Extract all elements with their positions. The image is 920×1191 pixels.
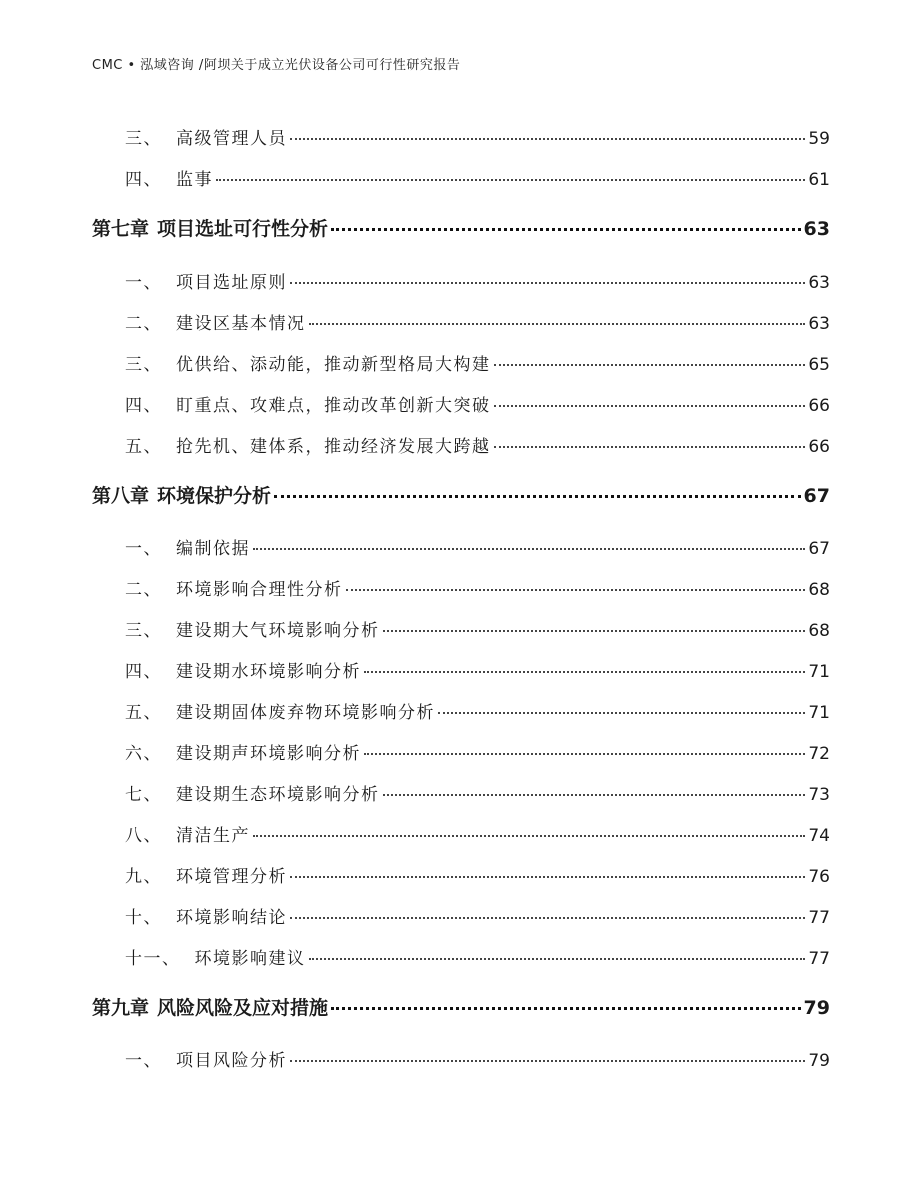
toc-chapter-number: 第八章: [92, 485, 150, 507]
dot-leader: [383, 630, 806, 632]
dot-leader: [494, 446, 806, 448]
toc-entry-number: 十一、: [125, 949, 181, 969]
dot-leader: [331, 1007, 801, 1010]
toc-entry-page: 79: [808, 1051, 830, 1071]
dot-leader: [438, 712, 805, 714]
toc-entry-number: 十、: [125, 908, 162, 928]
toc-entry-page: 63: [808, 314, 830, 334]
toc-entry-page: 65: [808, 355, 830, 375]
page-header: CMC • 泓域咨询 /阿坝关于成立光伏设备公司可行性研究报告: [92, 58, 461, 73]
toc-entry-number: 三、: [125, 129, 162, 149]
dot-leader: [331, 228, 801, 231]
toc-entry-number: 二、: [125, 314, 162, 334]
toc-entry-title: 抢先机、建体系，推动经济发展大跨越: [176, 437, 491, 457]
dot-leader: [290, 1060, 805, 1062]
toc-entry-title: 建设期水环境影响分析: [176, 662, 361, 682]
toc-entry[interactable]: [125, 350, 830, 375]
toc-entry-page: 61: [808, 170, 830, 190]
toc-chapter-number: 第七章: [92, 218, 150, 240]
toc-entry-page: 77: [808, 908, 830, 928]
toc-entry-page: 68: [808, 621, 830, 641]
toc-entry-number: 一、: [125, 273, 162, 293]
toc-entry[interactable]: [125, 165, 830, 190]
toc-entry-title: 项目选址原则: [176, 273, 287, 293]
toc-entry[interactable]: [125, 268, 830, 293]
toc-entry-title: 建设期大气环境影响分析: [176, 621, 380, 641]
toc-entry-number: 三、: [125, 355, 162, 375]
dot-leader: [216, 179, 805, 181]
dot-leader: [309, 323, 806, 325]
toc-entry-number: 三、: [125, 621, 162, 641]
toc-entry-page: 66: [808, 396, 830, 416]
toc-chapter-page: 63: [803, 218, 830, 240]
toc-entry-page: 71: [808, 703, 830, 723]
toc-entry[interactable]: [125, 657, 830, 682]
toc-entry-number: 四、: [125, 170, 162, 190]
toc-entry-page: 77: [808, 949, 830, 969]
dot-leader: [383, 794, 806, 796]
dot-leader: [346, 589, 806, 591]
toc-entry-title: 环境影响合理性分析: [176, 580, 343, 600]
toc-entry[interactable]: [125, 391, 830, 416]
toc-entry-page: 59: [808, 129, 830, 149]
toc-entry-number: 四、: [125, 396, 162, 416]
toc-entry-number: 二、: [125, 580, 162, 600]
toc-entry-page: 73: [808, 785, 830, 805]
dot-leader: [253, 835, 805, 837]
toc-entry[interactable]: [125, 944, 830, 969]
toc-entry-title: 清洁生产: [176, 826, 250, 846]
toc-entry-number: 九、: [125, 867, 162, 887]
toc-chapter-number: 第九章: [92, 997, 150, 1019]
toc-chapter-entry[interactable]: [92, 214, 830, 241]
toc-entry[interactable]: [125, 903, 830, 928]
dot-leader: [290, 138, 805, 140]
toc-entry-number: 六、: [125, 744, 162, 764]
dot-leader: [494, 364, 806, 366]
toc-entry-number: 八、: [125, 826, 162, 846]
toc-entry-title: 环境管理分析: [176, 867, 287, 887]
toc-entry[interactable]: [125, 534, 830, 559]
toc-entry-title: 监事: [176, 170, 213, 190]
toc-chapter-page: 79: [803, 997, 830, 1019]
toc-chapter-entry[interactable]: [92, 993, 830, 1020]
toc-entry-title: 项目风险分析: [176, 1051, 287, 1071]
toc-entry-number: 五、: [125, 437, 162, 457]
dot-leader: [253, 548, 805, 550]
toc-entry-title: 建设期声环境影响分析: [176, 744, 361, 764]
toc-entry[interactable]: [125, 739, 830, 764]
toc-entry-page: 74: [808, 826, 830, 846]
dot-leader: [290, 876, 805, 878]
toc-entry[interactable]: [125, 309, 830, 334]
toc-entry-title: 编制依据: [176, 539, 250, 559]
dot-leader: [494, 405, 806, 407]
toc-entry-title: 建设期生态环境影响分析: [176, 785, 380, 805]
toc-entry[interactable]: [125, 780, 830, 805]
toc-entry-page: 71: [808, 662, 830, 682]
toc-entry-page: 66: [808, 437, 830, 457]
dot-leader: [290, 282, 805, 284]
toc-entry-title: 建设区基本情况: [176, 314, 306, 334]
toc-entry-title: 盯重点、攻难点，推动改革创新大突破: [176, 396, 491, 416]
toc-entry[interactable]: [125, 821, 830, 846]
toc-entry-title: 建设期固体废弃物环境影响分析: [176, 703, 435, 723]
toc-entry-page: 76: [808, 867, 830, 887]
dot-leader: [274, 495, 801, 498]
toc-entry-title: 高级管理人员: [176, 129, 287, 149]
toc-chapter-page: 67: [803, 485, 830, 507]
toc-entry[interactable]: [125, 432, 830, 457]
toc-entry-number: 一、: [125, 1051, 162, 1071]
toc-entry[interactable]: [125, 616, 830, 641]
toc-entry[interactable]: [125, 124, 830, 149]
toc-entry-title: 环境影响建议: [194, 949, 306, 969]
dot-leader: [364, 753, 805, 755]
toc-chapter-title: 项目选址可行性分析: [157, 218, 329, 240]
toc-entry[interactable]: [125, 698, 830, 723]
toc-chapter-entry[interactable]: [92, 481, 830, 508]
toc-entry-number: 七、: [125, 785, 162, 805]
dot-leader: [364, 671, 805, 673]
toc-entry-number: 五、: [125, 703, 162, 723]
toc-entry[interactable]: [125, 575, 830, 600]
toc-entry-page: 72: [808, 744, 830, 764]
toc-entry-title: 优供给、添动能，推动新型格局大构建: [176, 355, 491, 375]
dot-leader: [309, 958, 806, 960]
toc-entry-page: 68: [808, 580, 830, 600]
toc-entry[interactable]: [125, 862, 830, 887]
toc-entry-page: 67: [808, 539, 830, 559]
dot-leader: [290, 917, 805, 919]
toc-entry-number: 一、: [125, 539, 162, 559]
toc-entry-number: 四、: [125, 662, 162, 682]
toc-chapter-title: 风险风险及应对措施: [157, 997, 329, 1019]
toc-entry-page: 63: [808, 273, 830, 293]
toc-entry[interactable]: [125, 1046, 830, 1071]
toc-entry-title: 环境影响结论: [176, 908, 287, 928]
toc-chapter-title: 环境保护分析: [157, 485, 272, 507]
